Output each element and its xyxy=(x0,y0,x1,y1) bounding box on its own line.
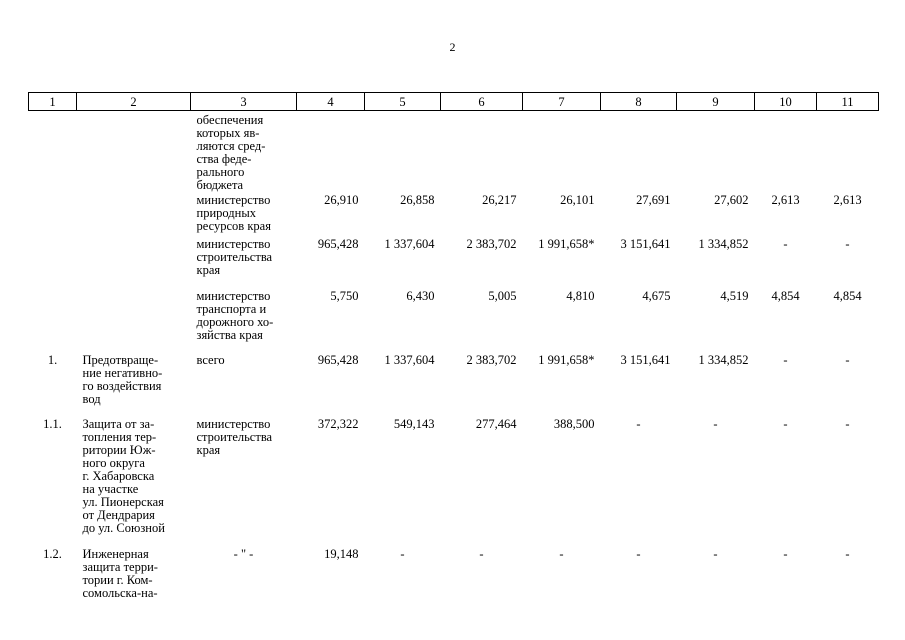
value-cell: 4,810 xyxy=(566,288,595,303)
value-cell: 5,005 xyxy=(488,288,517,303)
value-cell: 4,519 xyxy=(720,288,749,303)
value-cell: 277,464 xyxy=(475,416,517,431)
value-cell: - xyxy=(559,546,564,561)
row-index xyxy=(29,194,77,238)
table-row xyxy=(29,194,879,238)
table-row xyxy=(29,238,879,290)
value-cell: 27,691 xyxy=(636,192,671,207)
value-cell: 2,613 xyxy=(833,192,862,207)
row-index xyxy=(29,111,77,194)
value-cell: 1 991,658* xyxy=(538,236,595,251)
value-cell: 19,148 xyxy=(324,546,359,561)
table-row xyxy=(29,290,879,354)
value-cell: - xyxy=(400,546,405,561)
measure-name xyxy=(77,194,191,238)
row-index xyxy=(29,290,77,354)
value-cell: 2 383,702 xyxy=(466,236,517,251)
executor-cell: министерство строительства края xyxy=(196,236,273,277)
value-cell: 26,910 xyxy=(324,192,359,207)
row-index xyxy=(29,238,77,290)
column-header: 11 xyxy=(817,93,879,111)
value-cell xyxy=(523,111,601,194)
row-index: 1. xyxy=(47,352,58,367)
value-cell: - xyxy=(783,352,788,367)
value-cell: 26,217 xyxy=(482,192,517,207)
column-header: 6 xyxy=(441,93,523,111)
executor-cell: министерство природных ресурсов края xyxy=(196,192,271,233)
value-cell: 2,613 xyxy=(771,192,800,207)
page-number: 2 xyxy=(449,40,456,54)
value-cell: 1 337,604 xyxy=(384,352,435,367)
row-index: 1.1. xyxy=(43,416,62,431)
column-header: 1 xyxy=(29,93,77,111)
table-row xyxy=(29,548,879,608)
value-cell: 1 334,852 xyxy=(698,236,749,251)
value-cell: 2 383,702 xyxy=(466,352,517,367)
value-cell: 27,602 xyxy=(714,192,749,207)
table-row xyxy=(29,418,879,548)
column-header: 2 xyxy=(77,93,191,111)
value-cell: - xyxy=(845,546,850,561)
value-cell xyxy=(441,111,523,194)
value-cell: 965,428 xyxy=(317,236,359,251)
value-cell: 1 991,658* xyxy=(538,352,595,367)
table-header-row xyxy=(29,93,879,111)
measure-name xyxy=(77,290,191,354)
measure-name: Предотвраще- ние негативно- го воздействия вод xyxy=(82,352,163,406)
value-cell: - xyxy=(636,416,641,431)
value-cell: - xyxy=(479,546,484,561)
measure-name xyxy=(77,238,191,290)
value-cell xyxy=(755,111,817,194)
value-cell: 3 151,641 xyxy=(620,352,671,367)
measure-name: Инженерная защита терри- тории г. Ком- сомольска-на- xyxy=(82,546,158,600)
value-cell: 549,143 xyxy=(393,416,435,431)
value-cell: - xyxy=(636,546,641,561)
value-cell: - xyxy=(783,236,788,251)
value-cell: 4,854 xyxy=(833,288,862,303)
executor-cell: обеспечения которых яв- ляются сред- ства феде- рального бюджета xyxy=(196,113,266,192)
value-cell: 1 337,604 xyxy=(384,236,435,251)
column-header: 3 xyxy=(191,93,297,111)
value-cell: 4,854 xyxy=(771,288,800,303)
executor-cell: всего xyxy=(196,352,225,367)
value-cell xyxy=(601,111,677,194)
executor-cell: - " - xyxy=(233,546,254,561)
value-cell: 26,858 xyxy=(400,192,435,207)
executor-cell: министерство строительства края xyxy=(196,416,273,457)
row-index: 1.2. xyxy=(43,546,62,561)
table-row xyxy=(29,111,879,194)
program-table xyxy=(28,92,879,608)
column-header: 9 xyxy=(677,93,755,111)
value-cell: 1 334,852 xyxy=(698,352,749,367)
value-cell: 3 151,641 xyxy=(620,236,671,251)
value-cell: 26,101 xyxy=(560,192,595,207)
column-header: 7 xyxy=(523,93,601,111)
value-cell xyxy=(365,111,441,194)
value-cell: - xyxy=(845,236,850,251)
value-cell: - xyxy=(845,416,850,431)
column-header: 5 xyxy=(365,93,441,111)
measure-name: Защита от за- топления тер- ритории Юж- ного округа г. Хабаровска на участке ул. Пионерская от Дендрария до ул. Союзной xyxy=(82,416,165,535)
value-cell: - xyxy=(783,416,788,431)
value-cell xyxy=(297,111,365,194)
value-cell: - xyxy=(783,546,788,561)
value-cell: 965,428 xyxy=(317,352,359,367)
value-cell: 388,500 xyxy=(553,416,595,431)
value-cell: - xyxy=(713,416,718,431)
table-row xyxy=(29,354,879,418)
value-cell: 6,430 xyxy=(406,288,435,303)
value-cell xyxy=(817,111,879,194)
value-cell xyxy=(677,111,755,194)
value-cell: 4,675 xyxy=(642,288,671,303)
value-cell: 5,750 xyxy=(330,288,359,303)
column-header: 10 xyxy=(755,93,817,111)
column-header: 4 xyxy=(297,93,365,111)
executor-cell: министерство транспорта и дорожного хо- зяйства края xyxy=(196,288,274,342)
value-cell: - xyxy=(713,546,718,561)
value-cell: - xyxy=(845,352,850,367)
measure-name xyxy=(77,111,191,194)
value-cell: 372,322 xyxy=(317,416,359,431)
column-header: 8 xyxy=(601,93,677,111)
